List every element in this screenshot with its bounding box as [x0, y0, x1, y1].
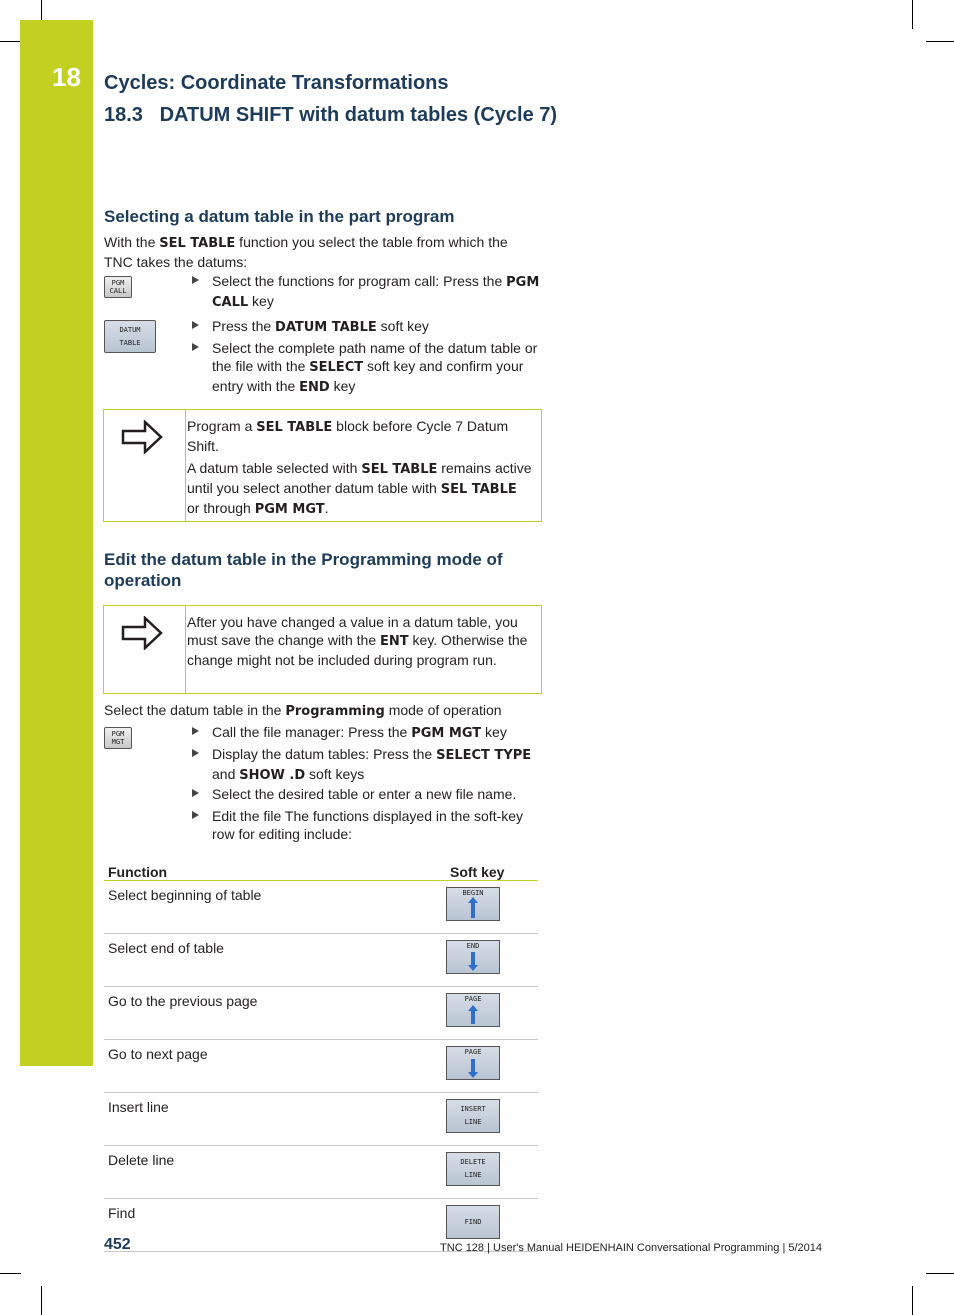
function-table [104, 856, 538, 1252]
end-softkey[interactable]: END [446, 940, 500, 974]
bullet-arrow-icon [192, 321, 199, 329]
note-text: After you have changed a value in a datum table, you must save the change with the ENT key. Otherwise the change might not be included during program run. [187, 614, 528, 668]
crop-mark [912, 1286, 913, 1315]
bullet-arrow-icon [192, 276, 199, 284]
bullet-arrow-icon [192, 343, 199, 351]
intro-paragraph: With the SEL TABLE function you select the table from which the TNC takes the datums: [104, 234, 508, 270]
column-header-softkey: Soft key [446, 856, 538, 881]
datum-table-softkey[interactable]: DATUM TABLE [104, 320, 156, 353]
crop-mark [926, 41, 954, 42]
pgm-call-key[interactable]: PGM CALL [104, 276, 132, 298]
insert-line-softkey[interactable]: INSERT LINE [446, 1099, 500, 1133]
step: Select the functions for program call: Press the PGM CALL key [192, 272, 542, 308]
bullet-arrow-icon [192, 749, 199, 757]
step: Select the complete path name of the datum table or the file with the SELECT soft key and confirm your entry with the END key [192, 339, 542, 393]
section-heading: Selecting a datum table in the part program [104, 207, 455, 226]
column-header-function: Function [104, 856, 446, 881]
find-softkey[interactable]: FIND [446, 1205, 500, 1239]
step: Display the datum tables: Press the SELECT TYPE and SHOW .D soft keys [192, 745, 542, 781]
footer-text: TNC 128 | User's Manual HEIDENHAIN Conversational Programming | 5/2014 [440, 1242, 822, 1254]
bullet-arrow-icon [192, 789, 199, 797]
begin-softkey[interactable]: BEGIN [446, 887, 500, 921]
note-box [103, 605, 542, 694]
table-row [104, 934, 538, 987]
function-cell: Find [104, 1199, 446, 1252]
function-cell: Delete line [104, 1146, 446, 1199]
delete-line-softkey[interactable]: DELETE LINE [446, 1152, 500, 1186]
pgm-mgt-key[interactable]: PGM MGT [104, 727, 132, 749]
function-cell: Select beginning of table [104, 881, 446, 934]
step: Call the file manager: Press the PGM MGT key [192, 723, 542, 741]
table-row [104, 1146, 538, 1199]
note-box [103, 409, 542, 522]
chapter-band [20, 20, 93, 1066]
section-heading: Edit the datum table in the Programming mode of operation [104, 550, 503, 590]
arrow-down-icon [471, 952, 475, 966]
chapter-title: Cycles: Coordinate Transformations [104, 72, 449, 94]
crop-mark [0, 41, 21, 42]
crop-mark [41, 1286, 42, 1315]
page-down-softkey[interactable]: PAGE [446, 1046, 500, 1080]
step: Edit the file The functions displayed in the soft-key row for editing include: [192, 807, 542, 843]
arrow-up-icon [471, 1010, 475, 1024]
crop-mark [926, 1273, 954, 1274]
section-title: 18.3 DATUM SHIFT with datum tables (Cycle 7) [104, 104, 558, 126]
note-text: Program a SEL TABLE block before Cycle 7 Datum Shift. A datum table selected with SEL TABLE remains active until you select another datum table with SEL TABLE or through PGM MGT. [187, 418, 532, 517]
note-arrow-icon [121, 616, 163, 650]
page-number: 452 [104, 1236, 131, 1253]
arrow-down-icon [471, 1059, 475, 1073]
bullet-arrow-icon [192, 811, 199, 819]
chapter-number: 18 [52, 62, 81, 92]
table-row [104, 987, 538, 1040]
step: Select the desired table or enter a new file name. [192, 785, 542, 803]
function-cell: Select end of table [104, 934, 446, 987]
function-cell: Insert line [104, 1093, 446, 1146]
crop-mark [0, 1273, 21, 1274]
table-row [104, 881, 538, 934]
bullet-arrow-icon [192, 727, 199, 735]
table-row [104, 1093, 538, 1146]
function-cell: Go to next page [104, 1040, 446, 1093]
intro-paragraph: Select the datum table in the Programming mode of operation [104, 702, 502, 719]
note-arrow-icon [121, 420, 163, 454]
table-row [104, 1040, 538, 1093]
page-up-softkey[interactable]: PAGE [446, 993, 500, 1027]
function-cell: Go to the previous page [104, 987, 446, 1040]
crop-mark [912, 0, 913, 29]
crop-mark [41, 0, 42, 21]
step: Press the DATUM TABLE soft key [192, 317, 542, 335]
